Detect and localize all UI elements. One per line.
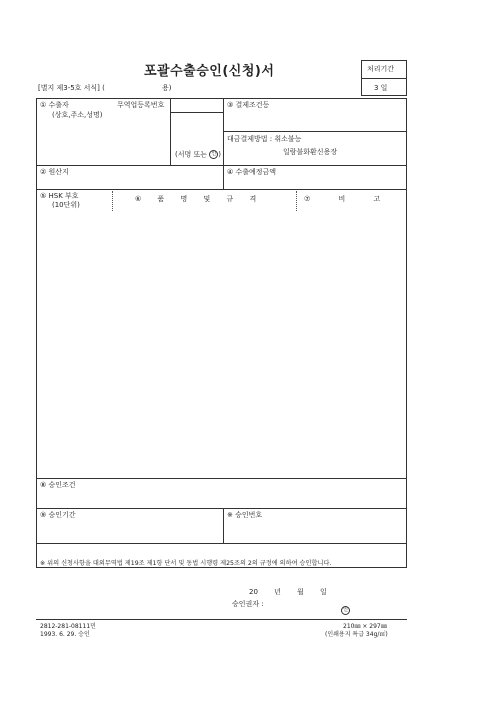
date-day-label: 일 [320,588,327,596]
date-year-label: 년 [274,588,281,596]
approver-seal [341,600,350,619]
signature-label: (서명 또는 인 ) [175,150,221,159]
seal-icon: 인 [341,606,350,615]
approval-statement: ※ 위의 신청사항을 대외무역법 제19조 제1항 단서 및 동법 시행령 제25조의 2의 규정에 의하여 승인합니다. [40,560,332,567]
payment-method-label: 대금결제방법 : 취소불능 [227,135,302,143]
approver-label: 승인권자 : [232,600,264,608]
footer-code: 2812-281-08111민 [40,623,96,630]
processing-period-label: 처리기간 [367,65,395,73]
seal-icon: 인 [209,150,218,159]
form-number-suffix: 용) [162,84,172,92]
footer-paper-type: (인쇄용지 특급 34g/㎡) [325,631,388,638]
date-month-label: 월 [297,588,304,596]
form-number: [별지 제3-5호 서식] ( [38,84,105,92]
exporter-sublabel: (상호,주소,성명) [52,111,103,119]
settlement-terms-label: ③ 결제조건등 [227,101,270,109]
remarks-label: ⑦ 비 고 [304,195,381,203]
form-title: 포괄수출승인(신청)서 [144,64,275,79]
item-spec-label: ⑥ 품 명 및 규 격 [135,195,257,203]
origin-label: ② 원산지 [40,168,69,176]
processing-period-value: 3 일 [374,84,388,92]
form-table [36,98,407,568]
exporter-label: ① 수출자 [40,101,69,109]
trade-registration-number-label: 무역업등록번호 [117,101,165,109]
footer-date: 1993. 6. 29. 승인 [40,631,90,638]
hsk-code-sublabel: (10단위) [52,201,80,209]
approval-conditions-label: ⑧ 승인조건 [40,481,76,489]
export-amount-label: ④ 수출예정금액 [227,168,277,176]
hsk-code-label: ⑤ HSK 부호 [40,192,79,200]
date-year: 20 [249,588,258,596]
footer-paper-size: 210㎜ × 297㎜ [343,623,387,630]
approval-period-label: ⑨ 승인기간 [40,511,76,519]
approval-number-label: ※ 승인번호 [227,511,263,519]
payment-method-value: 일람불화환신용장 [283,148,338,156]
